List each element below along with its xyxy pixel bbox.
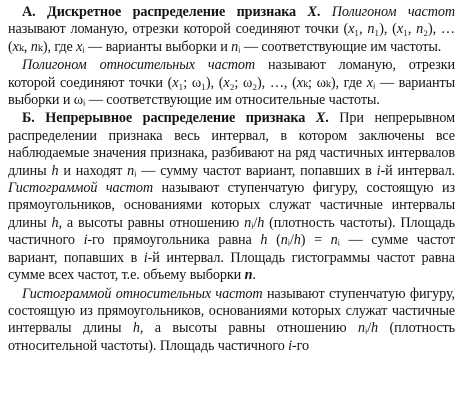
text-run: , а высоты равны отношению [58,214,245,231]
text-run: . [325,110,329,127]
text-run: ᵢ/ [251,214,258,231]
text-run: n [367,21,375,38]
text-run: ᵢ/ [287,232,294,249]
text-run: h [257,214,265,231]
text-run: . [252,267,256,284]
text-run: n [231,38,239,55]
section-b-paragraph-1 [8,110,455,284]
text-run: n [280,232,288,249]
section-b-paragraph-2 [8,286,455,356]
text-run: h [371,320,379,337]
text-run: Б. Непрерывное распределение признака [22,110,316,127]
text-run: ₂; ω₂), …, ( [229,74,297,91]
text-run: называют ломаную, отрезки которой соединяют точки ( [8,21,349,38]
text-run: (плотность частоты). Площадь частичного [8,214,455,249]
text-run: n [30,38,38,55]
text-run: Полигоном относительных частот [22,57,256,74]
text-run: i [83,232,88,249]
text-run: h [51,162,59,179]
text-run: -й интервал. Площадь гистограммы частот равна сумме всех частот, т.е. объему выборки [8,249,455,284]
text-run: ᵢ — варианты выборки и [82,38,232,55]
text-run: n [416,21,424,38]
text-run: (плотность относительной частоты). Площадь частичного [8,320,455,354]
text-run: i [376,162,381,179]
text-run: ᵢ — соответствующие им частоты. [238,38,442,55]
text-run: ᵢ — сумме частот вариант, попавших в [8,232,455,266]
text-run: x [76,38,83,55]
text-run: x [172,74,179,91]
text-run: -й интервал. [380,162,455,179]
text-run: , а высоты равны отношению [139,320,358,337]
text-run: i [288,337,292,354]
text-run: h [293,232,301,249]
text-run: ₁), ( [374,21,397,38]
text-run: x [396,21,404,38]
text-run: Полигоном частот [331,4,455,20]
text-run: X [315,110,326,127]
text-run: и находят [58,162,128,179]
text-run: ₁, [354,21,368,38]
text-run: ᵢ — сумму частот вариант, попавших в [134,162,377,179]
text-run: -го прямоугольника равна [87,232,261,249]
text-run: n [330,232,338,249]
text-run: ) = [300,232,331,249]
text-run: x [296,74,303,91]
text-run: ( [267,232,281,249]
text-run: ᵢ — варианты выборки и ωᵢ — соответствующие им относительные частоты. [8,74,456,109]
text-run: h [132,320,140,337]
text-run: i [143,249,148,266]
text-run: n [357,320,365,337]
text-run: n [127,162,135,179]
text-run: h [51,214,59,231]
text-run: x [348,21,355,38]
text-run: Гистограммой относительных частот [22,285,263,302]
text-run: ₖ, [18,38,31,55]
text-run: Гистограммой частот [8,180,154,197]
text-run: называют ступенчатую фигуру, состоящую из прямоугольников, основаниями которых служат частичные интервалы длины [8,180,455,231]
text-run: называют ломаную, отрезки которой соединяют точки ( [8,57,455,91]
text-run: называют ступенчатую фигуру, состоящую из прямоугольников, основаниями которых служат частичные интервалы длины [8,285,456,337]
text-run: x [366,74,373,91]
text-run: -го [291,337,309,354]
text-run: ₖ), где [37,38,77,55]
section-a-paragraph-2 [8,57,455,109]
section-a-heading: А. Дискретное распределение признака X. [22,4,321,20]
text-run: h [260,232,268,249]
text-run: ₂), … ( [8,21,455,55]
text-run: ₖ; ωₖ), где [302,74,367,91]
text-run: n [244,267,253,284]
text-run: ₁, [403,21,417,38]
text-run: x [12,38,19,55]
text-run: ᵢ/ [364,320,372,337]
text-run: n [244,214,252,231]
text-run: x [223,74,230,91]
section-a-paragraph-1 [8,4,455,56]
text-run: При непрерывном распределении признака весь интервал, в котором заключены все наблюдаемые значения признака, разбивают на ряд частичных интервалов длины [8,110,455,179]
text-run: ₁; ω₁), ( [178,74,224,91]
